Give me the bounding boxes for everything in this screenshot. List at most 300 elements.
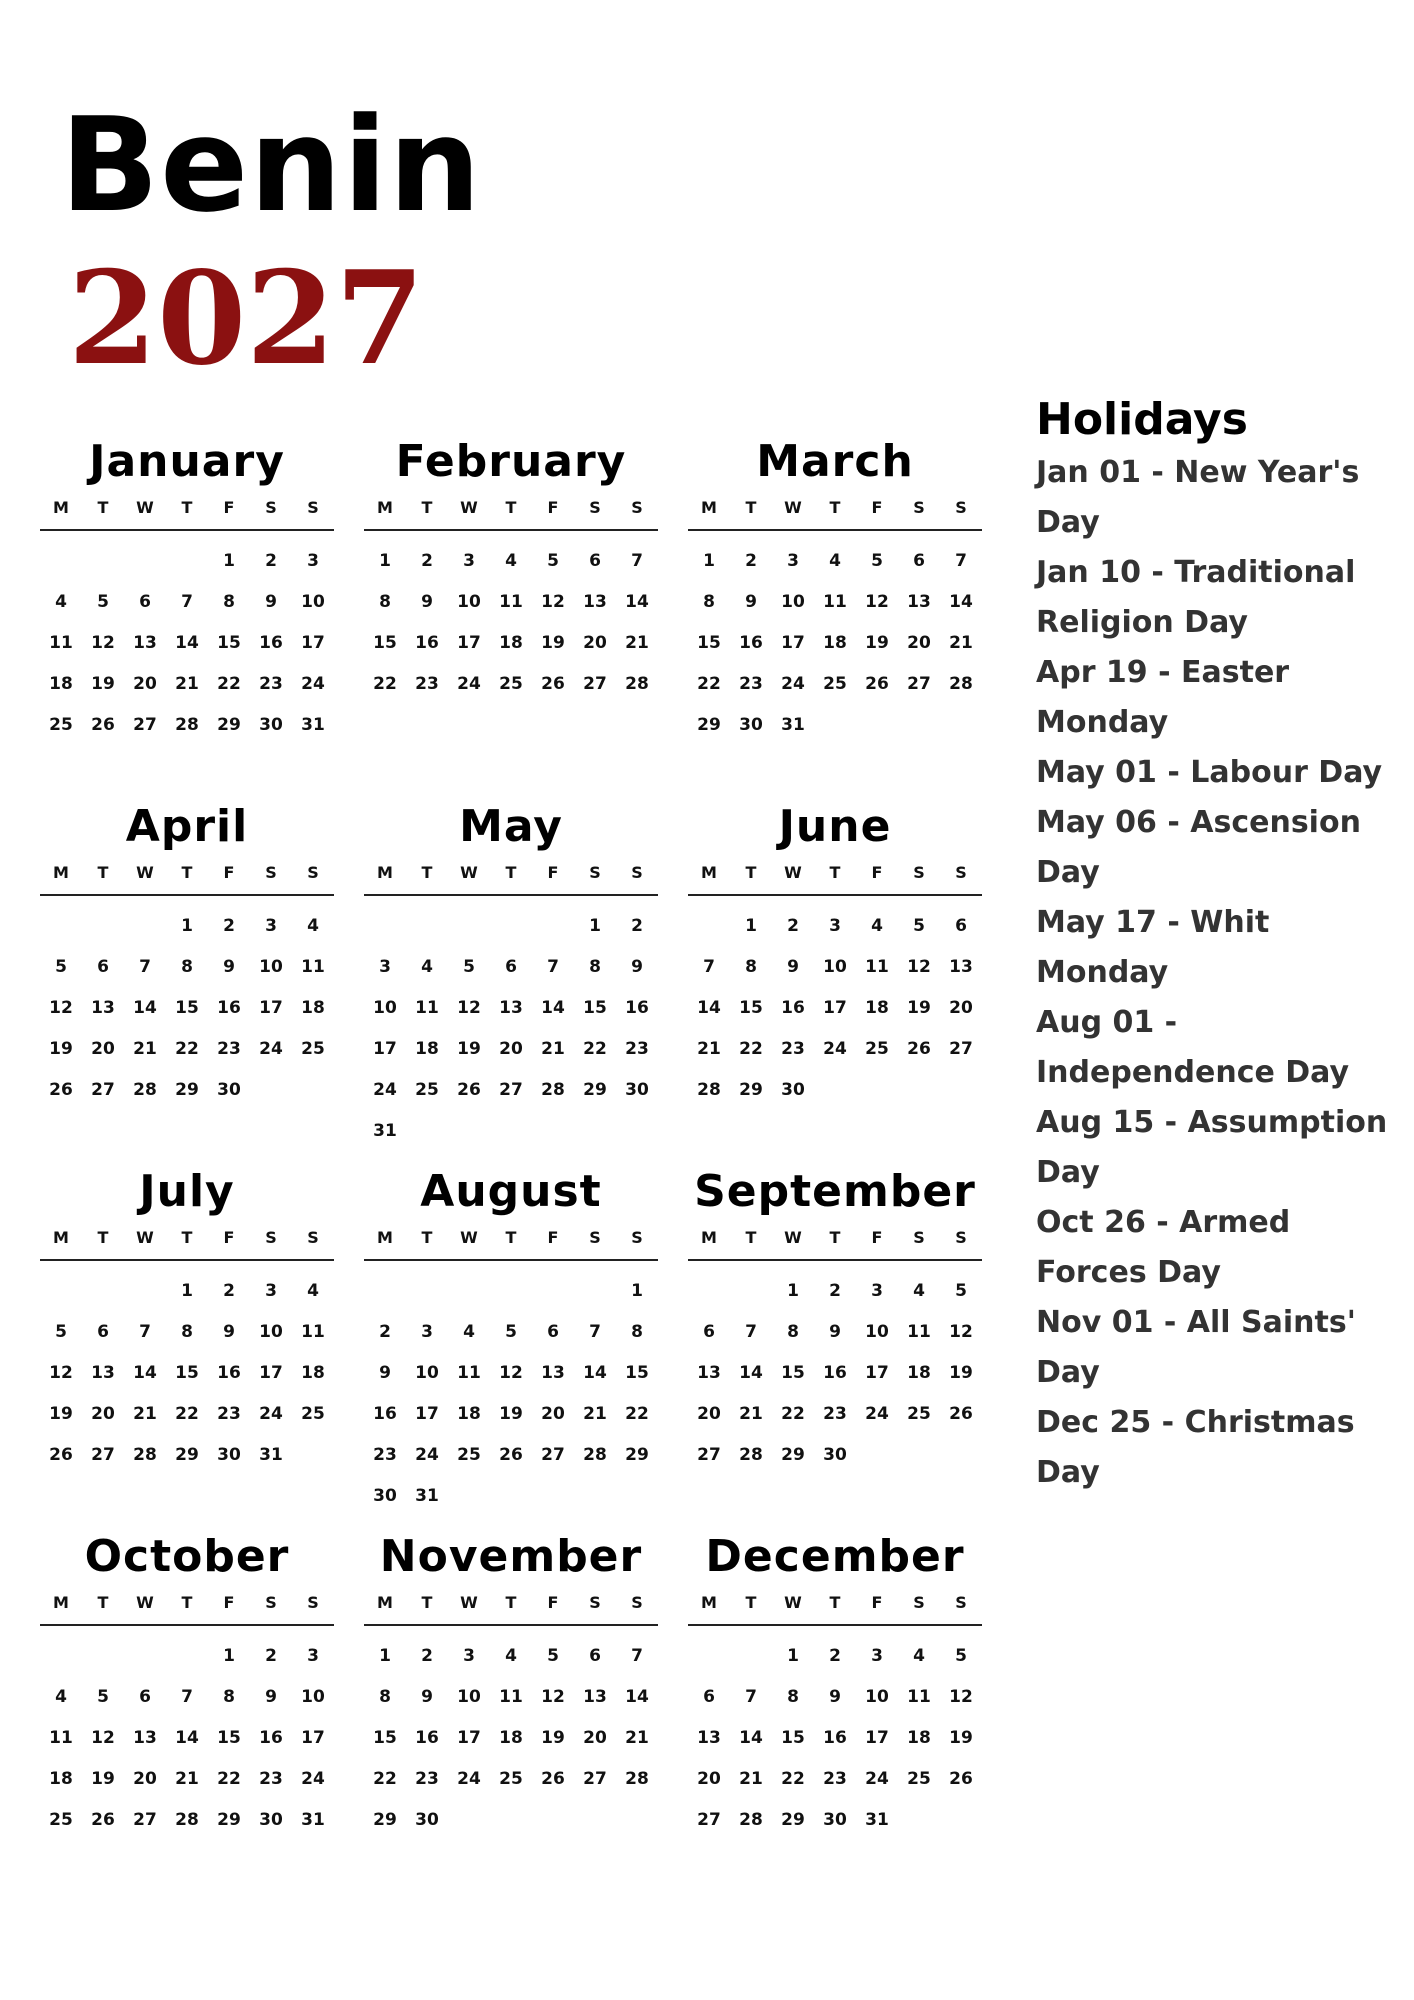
empty-cell [166,1636,208,1677]
weekday-header [688,498,982,531]
week-row [40,1029,334,1070]
empty-cell [124,1636,166,1677]
day-cell: 4 [829,551,841,571]
day-cell: 3 [265,916,277,936]
week-row [364,1800,658,1841]
day-cell: 12 [949,1322,973,1342]
weekday-label: F [547,498,559,517]
holiday-item: Jan 01 - New Year's Day [1036,455,1360,540]
weekday-label: T [745,1228,757,1247]
day-cell: 7 [139,957,151,977]
day-cell: 21 [625,1728,649,1748]
week-row [364,1636,658,1677]
weekday-label: W [460,498,478,517]
day-cell: 9 [787,957,799,977]
week-row [688,623,982,664]
day-cell: 27 [133,1810,157,1830]
day-cell: 10 [259,957,283,977]
day-cell: 29 [175,1080,199,1100]
day-cell: 8 [631,1322,643,1342]
day-cell: 16 [415,1728,439,1748]
day-cell: 7 [547,957,559,977]
week-row [40,1800,334,1841]
day-cell: 27 [697,1810,721,1830]
day-cell: 11 [457,1363,481,1383]
day-cell: 13 [133,633,157,653]
day-cell: 26 [949,1769,973,1789]
day-cell: 18 [907,1363,931,1383]
weekday-header [364,498,658,531]
day-cell: 18 [499,1728,523,1748]
weekday-label: M [377,498,393,517]
week-row [40,947,334,988]
day-cell: 24 [457,674,481,694]
week-row [688,1800,982,1841]
weekday-label: M [53,863,69,882]
weekday-label: W [460,1228,478,1247]
day-cell: 20 [949,998,973,1018]
day-cell: 5 [505,1322,517,1342]
day-cell: 16 [217,998,241,1018]
month-name: June [778,801,892,852]
day-cell: 4 [505,1646,517,1666]
day-cell: 10 [301,592,325,612]
weekday-header [40,863,334,896]
empty-cell [490,906,532,947]
day-cell: 25 [301,1039,325,1059]
week-row [40,1718,334,1759]
day-cell: 11 [49,1728,73,1748]
week-row [364,1759,658,1800]
weekday-label: W [460,863,478,882]
day-cell: 5 [547,551,559,571]
weekday-label: F [547,863,559,882]
weekday-label: W [784,1593,802,1612]
day-cell: 31 [301,1810,325,1830]
day-cell: 6 [547,1322,559,1342]
day-cell: 5 [871,551,883,571]
week-row [688,1394,982,1435]
day-cell: 23 [415,674,439,694]
holiday-item: Aug 15 - Assumption Day [1036,1105,1388,1190]
day-cell: 28 [133,1080,157,1100]
day-cell: 4 [913,1281,925,1301]
day-cell: 25 [499,1769,523,1789]
weekday-label: F [871,1228,883,1247]
day-cell: 24 [865,1404,889,1424]
day-cell: 7 [703,957,715,977]
day-cell: 18 [907,1728,931,1748]
day-cell: 1 [787,1281,799,1301]
day-cell: 2 [631,916,643,936]
day-cell: 29 [781,1445,805,1465]
day-cell: 3 [463,1646,475,1666]
day-cell: 8 [223,592,235,612]
day-cell: 1 [379,551,391,571]
day-cell: 6 [703,1322,715,1342]
day-cell: 1 [703,551,715,571]
day-cell: 1 [745,916,757,936]
day-cell: 14 [739,1363,763,1383]
day-cell: 28 [739,1810,763,1830]
day-cell: 14 [175,1728,199,1748]
day-cell: 26 [949,1404,973,1424]
day-cell: 25 [907,1769,931,1789]
month-name: May [459,801,563,852]
weekday-label: S [631,1228,643,1247]
day-cell: 16 [823,1363,847,1383]
weekday-header [40,1593,334,1626]
holiday-item: Nov 01 - All Saints' Day [1036,1305,1356,1390]
weekday-label: S [631,1593,643,1612]
weekday-label: S [265,863,277,882]
week-row [688,705,982,746]
day-cell: 21 [625,633,649,653]
week-row [40,664,334,705]
empty-cell [82,1636,124,1677]
week-row [364,541,658,582]
day-cell: 1 [223,1646,235,1666]
day-cell: 2 [379,1322,391,1342]
empty-cell [532,1271,574,1312]
day-cell: 3 [379,957,391,977]
weekday-label: T [745,863,757,882]
week-row [364,664,658,705]
day-cell: 23 [373,1445,397,1465]
day-cell: 28 [949,674,973,694]
weekday-label: M [53,1593,69,1612]
weekday-label: F [547,1228,559,1247]
day-cell: 3 [871,1281,883,1301]
weekday-header [40,498,334,531]
day-cell: 13 [499,998,523,1018]
day-cell: 16 [415,633,439,653]
day-cell: 6 [505,957,517,977]
day-cell: 3 [307,1646,319,1666]
day-cell: 25 [865,1039,889,1059]
day-cell: 4 [307,916,319,936]
day-cell: 13 [133,1728,157,1748]
weekday-label: S [307,863,319,882]
week-row [688,906,982,947]
day-cell: 28 [697,1080,721,1100]
day-cell: 23 [217,1404,241,1424]
weekday-label: T [829,1228,841,1247]
weekday-label: S [589,498,601,517]
weekday-label: S [955,1593,967,1612]
weekday-label: W [784,863,802,882]
day-cell: 7 [589,1322,601,1342]
day-cell: 14 [625,592,649,612]
weekday-label: T [97,1228,109,1247]
day-cell: 1 [181,916,193,936]
day-cell: 30 [373,1486,397,1506]
week-row [688,664,982,705]
day-cell: 23 [259,1769,283,1789]
day-cell: 22 [217,674,241,694]
week-row [40,1677,334,1718]
weekday-header [688,1593,982,1626]
day-cell: 27 [91,1080,115,1100]
weekday-label: S [955,1228,967,1247]
day-cell: 30 [823,1445,847,1465]
day-cell: 15 [739,998,763,1018]
empty-cell [166,541,208,582]
day-cell: 20 [133,674,157,694]
month-name: December [705,1531,965,1582]
day-cell: 3 [421,1322,433,1342]
empty-cell [82,541,124,582]
day-cell: 5 [913,916,925,936]
day-cell: 1 [181,1281,193,1301]
weekday-header [364,1593,658,1626]
day-cell: 7 [631,1646,643,1666]
day-cell: 5 [55,957,67,977]
day-cell: 29 [781,1810,805,1830]
day-cell: 21 [133,1039,157,1059]
day-cell: 30 [625,1080,649,1100]
day-cell: 29 [697,715,721,735]
day-cell: 13 [541,1363,565,1383]
weekday-label: T [505,863,517,882]
day-cell: 26 [541,1769,565,1789]
day-cell: 17 [301,1728,325,1748]
empty-cell [406,1271,448,1312]
day-cell: 9 [421,592,433,612]
day-cell: 2 [421,551,433,571]
month-name: October [84,1531,290,1582]
weekday-label: T [421,863,433,882]
day-cell: 18 [457,1404,481,1424]
day-cell: 28 [583,1445,607,1465]
day-cell: 4 [421,957,433,977]
day-cell: 23 [415,1769,439,1789]
weekday-label: F [871,498,883,517]
day-cell: 2 [745,551,757,571]
day-cell: 9 [223,957,235,977]
week-row [40,1271,334,1312]
month-november [364,1531,658,1900]
day-cell: 28 [739,1445,763,1465]
weekday-label: T [505,498,517,517]
day-cell: 26 [49,1445,73,1465]
week-row [364,1394,658,1435]
day-cell: 20 [91,1039,115,1059]
day-cell: 6 [139,1687,151,1707]
weekday-label: T [829,1593,841,1612]
weekday-header [364,863,658,896]
weekday-label: T [745,498,757,517]
empty-cell [406,906,448,947]
day-cell: 30 [217,1080,241,1100]
weekday-label: T [181,863,193,882]
weekday-label: T [97,863,109,882]
weekday-label: T [421,1593,433,1612]
day-cell: 7 [745,1687,757,1707]
day-cell: 21 [175,674,199,694]
day-cell: 27 [949,1039,973,1059]
week-row [40,1759,334,1800]
weekday-label: W [460,1593,478,1612]
holiday-item: Oct 26 - Armed Forces Day [1036,1205,1291,1290]
empty-cell [490,1271,532,1312]
holiday-item: Jan 10 - Traditional Religion Day [1036,555,1356,640]
empty-cell [448,906,490,947]
weekday-label: T [97,498,109,517]
day-cell: 3 [463,551,475,571]
day-cell: 22 [781,1404,805,1424]
weekday-label: S [589,1228,601,1247]
week-row [364,1111,658,1152]
day-cell: 3 [265,1281,277,1301]
day-cell: 4 [871,916,883,936]
month-september [688,1166,982,1535]
day-cell: 1 [631,1281,643,1301]
day-cell: 15 [217,1728,241,1748]
day-cell: 8 [787,1687,799,1707]
day-cell: 6 [913,551,925,571]
day-cell: 12 [499,1363,523,1383]
week-row [688,541,982,582]
day-cell: 22 [175,1404,199,1424]
day-cell: 11 [301,957,325,977]
day-cell: 6 [589,551,601,571]
day-cell: 19 [949,1728,973,1748]
empty-cell [40,1271,82,1312]
day-cell: 7 [745,1322,757,1342]
day-cell: 21 [583,1404,607,1424]
week-row [688,1312,982,1353]
weekday-label: S [913,498,925,517]
month-name: July [139,1166,235,1217]
day-cell: 26 [457,1080,481,1100]
day-cell: 11 [907,1322,931,1342]
day-cell: 25 [499,674,523,694]
day-cell: 25 [49,1810,73,1830]
weekday-label: T [745,1593,757,1612]
weekday-label: S [589,863,601,882]
day-cell: 6 [589,1646,601,1666]
day-cell: 1 [223,551,235,571]
day-cell: 16 [823,1728,847,1748]
day-cell: 21 [949,633,973,653]
weekday-label: S [589,1593,601,1612]
day-cell: 1 [379,1646,391,1666]
day-cell: 6 [97,957,109,977]
weekday-header [688,1228,982,1261]
day-cell: 28 [541,1080,565,1100]
day-cell: 21 [697,1039,721,1059]
day-cell: 24 [457,1769,481,1789]
day-cell: 16 [625,998,649,1018]
day-cell: 19 [91,674,115,694]
day-cell: 9 [745,592,757,612]
day-cell: 20 [907,633,931,653]
day-cell: 23 [625,1039,649,1059]
holiday-item: May 17 - Whit Monday [1036,905,1270,990]
day-cell: 8 [589,957,601,977]
weekday-label: T [181,1593,193,1612]
day-cell: 29 [625,1445,649,1465]
day-cell: 10 [823,957,847,977]
day-cell: 4 [505,551,517,571]
day-cell: 15 [373,1728,397,1748]
weekday-label: S [307,1593,319,1612]
week-row [40,1435,334,1476]
day-cell: 13 [697,1728,721,1748]
day-cell: 17 [457,1728,481,1748]
weekday-label: W [136,1228,154,1247]
day-cell: 28 [175,1810,199,1830]
day-cell: 19 [541,633,565,653]
day-cell: 26 [907,1039,931,1059]
day-cell: 19 [907,998,931,1018]
day-cell: 17 [457,633,481,653]
day-cell: 25 [457,1445,481,1465]
holiday-item: Dec 25 - Christmas Day [1036,1405,1355,1490]
day-cell: 19 [499,1404,523,1424]
empty-cell [364,906,406,947]
day-cell: 10 [781,592,805,612]
empty-cell [688,1271,730,1312]
day-cell: 17 [301,633,325,653]
day-cell: 13 [697,1363,721,1383]
day-cell: 17 [415,1404,439,1424]
holiday-item: Aug 01 - Independence Day [1036,1005,1350,1090]
week-row [364,623,658,664]
day-cell: 5 [463,957,475,977]
day-cell: 9 [829,1687,841,1707]
weekday-label: F [223,1593,235,1612]
day-cell: 13 [91,998,115,1018]
weekday-label: F [871,1593,883,1612]
day-cell: 17 [373,1039,397,1059]
day-cell: 27 [697,1445,721,1465]
day-cell: 25 [415,1080,439,1100]
day-cell: 21 [133,1404,157,1424]
weekday-label: S [913,1593,925,1612]
day-cell: 21 [739,1404,763,1424]
weekday-label: S [631,863,643,882]
day-cell: 2 [223,916,235,936]
day-cell: 24 [865,1769,889,1789]
day-cell: 22 [625,1404,649,1424]
weekday-label: S [955,498,967,517]
empty-cell [40,906,82,947]
day-cell: 9 [265,592,277,612]
month-june [688,801,982,1170]
day-cell: 28 [625,1769,649,1789]
day-cell: 22 [739,1039,763,1059]
week-row [688,1435,982,1476]
day-cell: 5 [547,1646,559,1666]
day-cell: 8 [703,592,715,612]
day-cell: 25 [301,1404,325,1424]
week-row [688,1759,982,1800]
day-cell: 13 [583,1687,607,1707]
day-cell: 4 [55,592,67,612]
day-cell: 23 [217,1039,241,1059]
day-cell: 27 [907,674,931,694]
day-cell: 6 [97,1322,109,1342]
day-cell: 30 [217,1445,241,1465]
day-cell: 9 [631,957,643,977]
day-cell: 12 [49,1363,73,1383]
day-cell: 8 [223,1687,235,1707]
weekday-header [688,863,982,896]
day-cell: 13 [907,592,931,612]
weekday-label: S [913,1228,925,1247]
